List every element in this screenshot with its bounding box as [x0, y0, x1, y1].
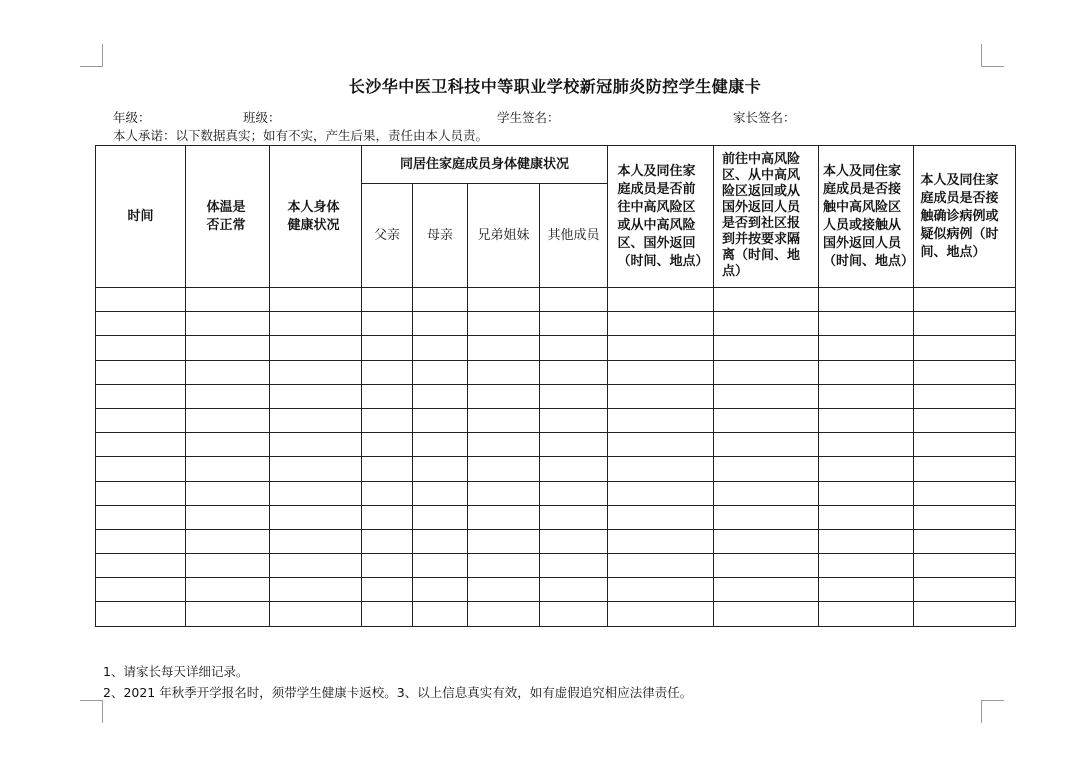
table-cell[interactable] [186, 288, 270, 312]
table-cell[interactable] [186, 336, 270, 360]
header-self-health: 本人身体健康状况 [270, 146, 362, 288]
table-cell[interactable] [96, 288, 186, 312]
header-father: 父亲 [362, 184, 413, 288]
table-cell[interactable] [714, 578, 819, 602]
table-cell[interactable] [96, 554, 186, 578]
header-mother: 母亲 [413, 184, 468, 288]
crop-mark-bottom-right [981, 700, 1004, 723]
table-cell[interactable] [96, 529, 186, 553]
table-cell[interactable] [819, 288, 914, 312]
table-cell[interactable] [270, 288, 362, 312]
table-cell[interactable] [186, 481, 270, 505]
grade-label: 年级： [113, 110, 151, 125]
header-contact-risk: 本人及同住家庭成员是否接触中高风险区人员或接触从国外返回人员（时间、地点） [819, 146, 914, 288]
table-cell[interactable] [914, 457, 1016, 481]
table-cell[interactable] [819, 408, 914, 432]
table-cell[interactable] [362, 554, 413, 578]
table-cell[interactable] [413, 457, 468, 481]
table-cell[interactable] [413, 360, 468, 384]
table-cell[interactable] [540, 481, 608, 505]
table-cell[interactable] [96, 578, 186, 602]
table-cell[interactable] [186, 384, 270, 408]
table-cell[interactable] [914, 288, 1016, 312]
table-cell[interactable] [270, 457, 362, 481]
table-cell[interactable] [540, 433, 608, 457]
table-cell[interactable] [540, 288, 608, 312]
header-time: 时间 [96, 146, 186, 288]
table-row [96, 481, 1016, 505]
table-cell[interactable] [468, 312, 540, 336]
table-cell[interactable] [270, 602, 362, 626]
table-cell[interactable] [714, 529, 819, 553]
table-cell[interactable] [96, 602, 186, 626]
table-cell[interactable] [96, 457, 186, 481]
table-cell[interactable] [362, 481, 413, 505]
pledge-text: 本人承诺：以下数据真实；如有不实，产生后果，责任由本人员责。 [113, 128, 489, 143]
table-cell[interactable] [468, 433, 540, 457]
table-cell[interactable] [186, 408, 270, 432]
table-cell[interactable] [819, 360, 914, 384]
table-row [96, 360, 1016, 384]
table-cell[interactable] [608, 408, 714, 432]
table-row [96, 578, 1016, 602]
table-cell[interactable] [608, 384, 714, 408]
table-cell[interactable] [714, 433, 819, 457]
table-cell[interactable] [914, 336, 1016, 360]
table-cell[interactable] [914, 433, 1016, 457]
table-cell[interactable] [186, 505, 270, 529]
table-cell[interactable] [270, 336, 362, 360]
header-contact-case: 本人及同住家庭成员是否接触确诊病例或疑似病例（时间、地点） [914, 146, 1016, 288]
table-row [96, 433, 1016, 457]
table-cell[interactable] [468, 336, 540, 360]
table-cell[interactable] [714, 384, 819, 408]
table-cell[interactable] [914, 529, 1016, 553]
table-cell[interactable] [96, 312, 186, 336]
table-cell[interactable] [714, 336, 819, 360]
table-cell[interactable] [540, 312, 608, 336]
table-cell[interactable] [714, 481, 819, 505]
table-cell[interactable] [362, 602, 413, 626]
table-cell[interactable] [96, 360, 186, 384]
table-cell[interactable] [540, 336, 608, 360]
table-cell[interactable] [413, 336, 468, 360]
table-cell[interactable] [540, 457, 608, 481]
table-cell[interactable] [270, 312, 362, 336]
table-cell[interactable] [540, 384, 608, 408]
table-cell[interactable] [714, 360, 819, 384]
table-row [96, 408, 1016, 432]
table-cell[interactable] [362, 578, 413, 602]
health-card-table [95, 145, 1016, 627]
note-1: 1、请家长每天详细记录。 [103, 664, 249, 679]
table-cell[interactable] [540, 554, 608, 578]
table-cell[interactable] [819, 529, 914, 553]
crop-mark-top-left [80, 44, 103, 67]
table-cell[interactable] [608, 505, 714, 529]
table-cell[interactable] [819, 554, 914, 578]
table-cell[interactable] [608, 288, 714, 312]
table-cell[interactable] [468, 481, 540, 505]
table-cell[interactable] [468, 602, 540, 626]
table-cell[interactable] [608, 554, 714, 578]
table-cell[interactable] [468, 288, 540, 312]
table-cell[interactable] [608, 336, 714, 360]
table-cell[interactable] [714, 457, 819, 481]
table-cell[interactable] [96, 384, 186, 408]
table-cell[interactable] [362, 433, 413, 457]
table-cell[interactable] [914, 578, 1016, 602]
note-2: 2、2021 年秋季开学报名时，须带学生健康卡返校。3、以上信息真实有效，如有虚假追究相应法律责任。 [103, 685, 693, 700]
table-cell[interactable] [413, 578, 468, 602]
table-cell[interactable] [819, 457, 914, 481]
table-row [96, 312, 1016, 336]
table-cell[interactable] [413, 602, 468, 626]
table-cell[interactable] [714, 312, 819, 336]
table-cell[interactable] [362, 288, 413, 312]
header-family-health-group: 同居住家庭成员身体健康状况 [362, 146, 608, 184]
table-cell[interactable] [362, 457, 413, 481]
table-cell[interactable] [608, 360, 714, 384]
table-body [96, 288, 1016, 627]
table-cell[interactable] [413, 554, 468, 578]
table-cell[interactable] [819, 505, 914, 529]
table-cell[interactable] [413, 529, 468, 553]
table-cell[interactable] [186, 529, 270, 553]
table-cell[interactable] [362, 529, 413, 553]
table-cell[interactable] [362, 505, 413, 529]
table-cell[interactable] [186, 433, 270, 457]
table-cell[interactable] [270, 554, 362, 578]
table-row [96, 554, 1016, 578]
table-cell[interactable] [270, 578, 362, 602]
table-cell[interactable] [270, 408, 362, 432]
table-cell[interactable] [468, 384, 540, 408]
table-cell[interactable] [270, 360, 362, 384]
table-cell[interactable] [540, 529, 608, 553]
table-cell[interactable] [413, 408, 468, 432]
table-cell[interactable] [186, 554, 270, 578]
table-cell[interactable] [96, 408, 186, 432]
table-cell[interactable] [819, 312, 914, 336]
table-cell[interactable] [714, 554, 819, 578]
table-cell[interactable] [468, 578, 540, 602]
table-cell[interactable] [819, 602, 914, 626]
table-cell[interactable] [413, 433, 468, 457]
table-cell[interactable] [413, 312, 468, 336]
table-cell[interactable] [186, 602, 270, 626]
table-cell[interactable] [270, 481, 362, 505]
header-siblings: 兄弟姐妹 [468, 184, 540, 288]
table-cell[interactable] [413, 481, 468, 505]
parent-signature-label: 家长签名： [733, 110, 796, 125]
table-cell[interactable] [270, 529, 362, 553]
table-row [96, 529, 1016, 553]
table-cell[interactable] [362, 408, 413, 432]
table-cell[interactable] [914, 481, 1016, 505]
table-cell[interactable] [608, 457, 714, 481]
table-row [96, 336, 1016, 360]
table-cell[interactable] [540, 602, 608, 626]
table-cell[interactable] [96, 481, 186, 505]
table-cell[interactable] [819, 384, 914, 408]
table-cell[interactable] [413, 288, 468, 312]
table-cell[interactable] [914, 384, 1016, 408]
table-cell[interactable] [362, 384, 413, 408]
table-cell[interactable] [468, 360, 540, 384]
table-cell[interactable] [468, 529, 540, 553]
table-cell[interactable] [270, 384, 362, 408]
table-cell[interactable] [186, 457, 270, 481]
table-cell[interactable] [608, 529, 714, 553]
table-row [96, 384, 1016, 408]
table-cell[interactable] [270, 505, 362, 529]
table-cell[interactable] [608, 312, 714, 336]
header-others: 其他成员 [540, 184, 608, 288]
table-cell[interactable] [270, 433, 362, 457]
table-cell[interactable] [186, 312, 270, 336]
table-cell[interactable] [819, 481, 914, 505]
table-cell[interactable] [362, 360, 413, 384]
table-cell[interactable] [413, 384, 468, 408]
table-cell[interactable] [714, 505, 819, 529]
table-cell[interactable] [914, 360, 1016, 384]
table-row [96, 602, 1016, 626]
header-travel-history: 本人及同住家庭成员是否前往中高风险区或从中高风险区、国外返回（时间、地点） [608, 146, 714, 288]
table-cell[interactable] [914, 602, 1016, 626]
document-title: 长沙华中医卫科技中等职业学校新冠肺炎防控学生健康卡 [348, 77, 762, 96]
table-cell[interactable] [608, 602, 714, 626]
table-cell[interactable] [468, 457, 540, 481]
table-cell[interactable] [413, 505, 468, 529]
table-row [96, 288, 1016, 312]
table-cell[interactable] [714, 602, 819, 626]
table-row [96, 457, 1016, 481]
table-cell[interactable] [714, 408, 819, 432]
table-cell[interactable] [468, 408, 540, 432]
header-quarantine: 前往中高风险区、从中高风险区返回或从国外返回人员是否到社区报到并按要求隔离（时间、地点） [714, 146, 819, 288]
table-cell[interactable] [186, 578, 270, 602]
table-cell[interactable] [96, 336, 186, 360]
crop-mark-top-right [981, 44, 1004, 67]
table-cell[interactable] [468, 554, 540, 578]
table-cell[interactable] [914, 408, 1016, 432]
table-cell[interactable] [96, 433, 186, 457]
table-cell[interactable] [819, 433, 914, 457]
table-cell[interactable] [96, 505, 186, 529]
table-cell[interactable] [540, 408, 608, 432]
table-cell[interactable] [914, 505, 1016, 529]
table-cell[interactable] [540, 360, 608, 384]
table-cell[interactable] [608, 481, 714, 505]
table-cell[interactable] [608, 578, 714, 602]
table-cell[interactable] [914, 312, 1016, 336]
table-cell[interactable] [362, 336, 413, 360]
table-cell[interactable] [819, 578, 914, 602]
crop-mark-bottom-left [80, 700, 103, 723]
table-cell[interactable] [540, 578, 608, 602]
table-cell[interactable] [540, 505, 608, 529]
header-temperature: 体温是否正常 [186, 146, 270, 288]
class-label: 班级： [243, 110, 281, 125]
table-cell[interactable] [714, 288, 819, 312]
table-cell[interactable] [914, 554, 1016, 578]
table-cell[interactable] [468, 505, 540, 529]
table-row [96, 505, 1016, 529]
table-cell[interactable] [362, 312, 413, 336]
student-signature-label: 学生签名： [497, 110, 560, 125]
table-cell[interactable] [819, 336, 914, 360]
table-cell[interactable] [186, 360, 270, 384]
table-cell[interactable] [608, 433, 714, 457]
